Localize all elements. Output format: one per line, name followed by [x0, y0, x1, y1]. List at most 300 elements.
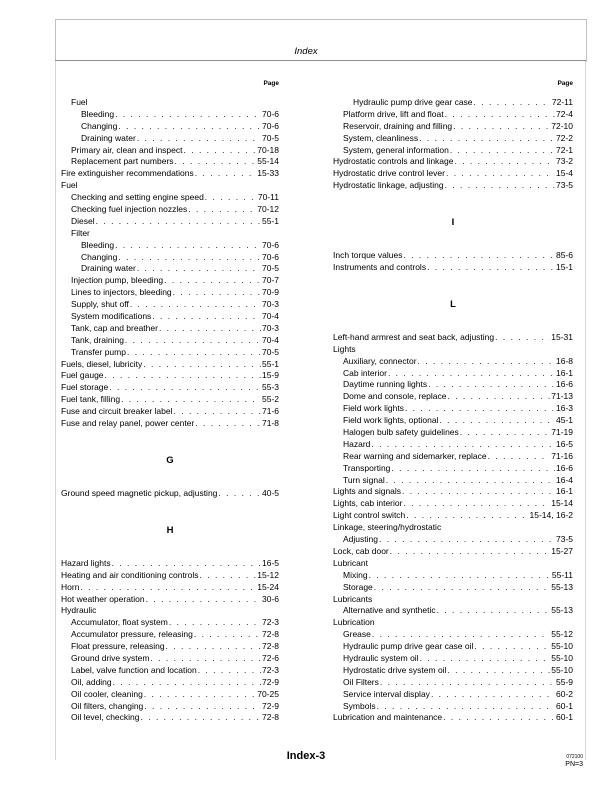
entry-page-ref: 72-8: [261, 629, 279, 640]
entry-label: Oil, adding: [71, 676, 112, 687]
index-entry: [333, 475, 573, 487]
index-entry: [333, 617, 573, 629]
index-entry: [61, 145, 279, 157]
entry-label: Bleeding: [81, 108, 115, 119]
entry-label: Changing: [81, 251, 118, 262]
entry-page-ref: 73-2: [555, 156, 573, 167]
entry-page-ref: 70-9: [261, 287, 279, 298]
entry-label: Lock, cab door: [333, 545, 389, 556]
index-entry: [61, 240, 279, 252]
section-letter-l: L: [450, 298, 456, 310]
entry-label: Hazard: [343, 438, 371, 449]
entry-label: Changing: [81, 120, 118, 131]
dot-leader: [428, 379, 555, 391]
index-entry: [61, 558, 279, 570]
entry-label: Oil filters, changing: [71, 700, 144, 711]
entry-page-ref: 71-19: [551, 427, 573, 438]
entry-page-ref: 72-9: [261, 676, 279, 687]
entry-page-ref: 40-5: [261, 487, 279, 498]
entry-page-ref: 16-5: [261, 557, 279, 568]
dot-leader: [488, 451, 551, 463]
dot-leader: [144, 701, 261, 713]
index-entry: [61, 275, 279, 287]
dot-leader: [198, 665, 261, 677]
index-entry: [61, 133, 279, 145]
dot-leader: [118, 121, 261, 133]
entry-list: [61, 558, 279, 724]
entry-label: Tank, draining: [71, 334, 124, 345]
dot-leader: [152, 311, 261, 323]
dot-leader: [159, 323, 261, 335]
index-entry: [61, 689, 279, 701]
dot-leader: [446, 168, 555, 180]
index-entry: [61, 311, 279, 323]
index-entry: [333, 629, 573, 641]
dot-leader: [418, 356, 555, 368]
entry-page-ref: 55-10: [551, 641, 573, 652]
dot-leader: [173, 287, 261, 299]
entry-label: Adjusting: [343, 534, 378, 545]
index-entry: [61, 406, 279, 418]
footer-date-code: 072100: [566, 754, 583, 760]
index-entry: [333, 168, 573, 180]
entry-page-ref: 15-1: [555, 262, 573, 273]
entry-page-ref: 70-5: [261, 263, 279, 274]
dot-leader: [420, 653, 551, 665]
index-entry: [61, 168, 279, 180]
dot-leader: [118, 252, 261, 264]
entry-page-ref: 72-8: [261, 641, 279, 652]
entry-page-ref: 16-1: [555, 367, 573, 378]
entry-page-ref: 73-5: [555, 180, 573, 191]
index-entry: [61, 204, 279, 216]
entry-label: Supply, shut off: [71, 299, 129, 310]
index-entry: [333, 415, 573, 427]
entry-label: System modifications: [71, 311, 152, 322]
dot-leader: [374, 582, 550, 594]
entry-page-ref: 71-13: [551, 391, 573, 402]
entry-label: Oil Filters: [343, 676, 379, 687]
index-entry: [333, 689, 573, 701]
index-entry: [61, 488, 279, 500]
index-entry: [333, 653, 573, 665]
dot-leader: [474, 641, 550, 653]
dot-leader: [403, 250, 555, 262]
entry-label: Fuel: [71, 97, 88, 107]
entry-page-ref: 70-6: [261, 239, 279, 250]
dot-leader: [450, 145, 555, 157]
entry-page-ref: 70-3: [261, 299, 279, 310]
entry-page-ref: 15-4: [555, 168, 573, 179]
section-gap: [333, 311, 573, 332]
entry-page-ref: 15-12: [257, 569, 279, 580]
index-entry: [61, 394, 279, 406]
entry-label: Draining water: [81, 263, 136, 274]
dot-leader: [495, 332, 550, 344]
index-entry: [61, 228, 279, 240]
dot-leader: [125, 335, 261, 347]
index-entry: [61, 299, 279, 311]
index-entry: [61, 287, 279, 299]
index-entry: [61, 712, 279, 724]
entry-label: Replacement part numbers: [71, 156, 174, 167]
dot-leader: [105, 370, 261, 382]
entry-label: Fuels, diesel, lubricity: [61, 358, 143, 369]
page-frame-right: [585, 61, 586, 760]
dot-leader: [431, 689, 555, 701]
entry-page-ref: 70-5: [261, 346, 279, 357]
index-entry: [333, 570, 573, 582]
index-entry: [333, 344, 573, 356]
entry-page-ref: 72-11: [551, 97, 573, 107]
entry-page-ref: 15-24: [257, 581, 279, 592]
index-entry: [333, 463, 573, 475]
entry-label: Fuel storage: [61, 382, 109, 393]
entry-page-ref: 72-9: [261, 700, 279, 711]
entry-page-ref: 55-13: [551, 605, 573, 616]
dot-leader: [443, 712, 555, 724]
entry-page-ref: 55-10: [551, 652, 573, 663]
index-entry: [61, 263, 279, 275]
index-entry: [333, 701, 573, 713]
entry-page-ref: 70-6: [261, 251, 279, 262]
entry-page-ref: 55-14: [257, 156, 279, 167]
entry-label: Ground speed magnetic pickup, adjusting: [61, 487, 218, 498]
entry-label: Primary air, clean and inspect: [71, 144, 183, 155]
dot-leader: [377, 701, 555, 713]
entry-page-ref: 60-1: [555, 712, 573, 723]
entry-label: Reservoir, draining and filling: [343, 120, 453, 131]
entry-list: [333, 97, 573, 192]
index-entry: [61, 641, 279, 653]
entry-label: Diesel: [71, 215, 95, 226]
dot-leader: [403, 498, 550, 510]
entry-page-ref: 70-12: [257, 204, 279, 215]
entry-label: Fuse and circuit breaker label: [61, 406, 173, 417]
entry-label: Hydraulic pump drive gear case oil: [343, 641, 474, 652]
section-letter-i: I: [451, 217, 455, 229]
page-frame-left: [55, 61, 56, 760]
entry-label: System, general information: [343, 144, 449, 155]
entry-page-ref: 72-10: [551, 120, 573, 131]
dot-leader: [200, 570, 257, 582]
entry-page-ref: 15-27: [551, 545, 573, 556]
index-entry: [333, 665, 573, 677]
dot-leader: [137, 133, 261, 145]
entry-label: Accumulator, float system: [71, 617, 168, 628]
entry-label: Inch torque values: [333, 250, 403, 261]
dot-leader: [113, 677, 261, 689]
entry-list: [333, 332, 573, 724]
dot-leader: [391, 463, 555, 475]
entry-page-ref: 71-16: [551, 450, 573, 461]
entry-label: Filter: [71, 227, 90, 238]
entry-label: Storage: [343, 581, 373, 592]
page-column-header: Page: [557, 80, 573, 87]
index-entry: [61, 121, 279, 133]
entry-page-ref: 73-5: [555, 534, 573, 545]
entry-label: Fire extinguisher recommendations: [61, 168, 194, 179]
entry-page-ref: 72-4: [555, 108, 573, 119]
entry-label: Instruments and controls: [333, 262, 427, 273]
entry-label: Hydraulic: [61, 605, 97, 616]
index-entry: [61, 617, 279, 629]
entry-label: Horn: [61, 581, 80, 592]
entry-page-ref: 15-33: [257, 168, 279, 179]
dot-leader: [146, 594, 261, 606]
index-entry: [333, 356, 573, 368]
dot-leader: [380, 677, 555, 689]
index-entry: [333, 262, 573, 274]
entry-page-ref: 55-1: [261, 358, 279, 369]
dot-leader: [115, 240, 261, 252]
entry-label: Fuel: [61, 180, 78, 191]
index-entry: [61, 570, 279, 582]
entry-page-ref: 72-3: [261, 617, 279, 628]
entry-label: Hydrostatic drive control lever: [333, 168, 445, 179]
index-entry: [333, 534, 573, 546]
index-entry: [333, 594, 573, 606]
entry-label: Service interval display: [343, 688, 430, 699]
dot-leader: [109, 382, 261, 394]
index-entry: [61, 665, 279, 677]
entry-label: Fuse and relay panel, power center: [61, 418, 195, 429]
entry-page-ref: 15-14: [551, 498, 573, 509]
dot-leader: [453, 121, 550, 133]
entry-page-ref: 55-12: [551, 629, 573, 640]
dot-leader: [195, 418, 261, 430]
footer-page-title: Index-3: [286, 750, 326, 762]
entry-label: Symbols: [343, 700, 376, 711]
dot-leader: [402, 486, 555, 498]
index-entry: [61, 109, 279, 121]
entry-page-ref: 16-8: [555, 355, 573, 366]
index-entry: [333, 605, 573, 617]
entry-label: Rear warning and sidemarker, replace: [343, 450, 487, 461]
dot-leader: [405, 403, 555, 415]
index-entry: [61, 382, 279, 394]
dot-leader: [166, 641, 261, 653]
dot-leader: [474, 97, 551, 109]
dot-leader: [137, 263, 261, 275]
entry-page-ref: 70-6: [261, 108, 279, 119]
entry-label: Accumulator pressure, releasing: [71, 629, 193, 640]
entry-label: Fuel gauge: [61, 370, 104, 381]
index-entry: [61, 582, 279, 594]
section-letter-g: G: [166, 454, 174, 466]
entry-page-ref: 71-6: [261, 406, 279, 417]
entry-label: Lights and signals: [333, 486, 402, 497]
dot-leader: [188, 204, 256, 216]
entry-page-ref: 72-6: [261, 652, 279, 663]
index-entry: [333, 558, 573, 570]
entry-label: Platform drive, lift and float: [343, 108, 444, 119]
entry-page-ref: 30-6: [261, 593, 279, 604]
section-letter-h: H: [166, 524, 174, 536]
index-entry: [61, 418, 279, 430]
index-entry: [61, 605, 279, 617]
entry-page-ref: 45-1: [555, 415, 573, 426]
dot-leader: [174, 406, 261, 418]
dot-leader: [437, 605, 551, 617]
entry-label: Checking fuel injection nozzles: [71, 204, 188, 215]
entry-label: Grease: [343, 629, 371, 640]
entry-page-ref: 70-25: [257, 688, 279, 699]
index-entry: [61, 370, 279, 382]
dot-leader: [121, 394, 261, 406]
dot-leader: [372, 629, 550, 641]
dot-leader: [144, 689, 256, 701]
entry-page-ref: 71-8: [261, 418, 279, 429]
section-gap: [61, 430, 279, 455]
index-entry: [61, 180, 279, 192]
dot-leader: [454, 156, 555, 168]
entry-page-ref: 70-5: [261, 132, 279, 143]
entry-page-ref: 55-1: [261, 215, 279, 226]
dot-leader: [150, 653, 261, 665]
page-column-header: Page: [263, 80, 279, 87]
dot-leader: [419, 133, 555, 145]
index-entry: [333, 391, 573, 403]
dot-leader: [218, 488, 261, 500]
entry-label: Tank, cap and breather: [71, 322, 158, 333]
index-entry: [61, 252, 279, 264]
dot-leader: [439, 415, 555, 427]
header-rule: [55, 60, 586, 61]
index-entry: [333, 546, 573, 558]
entry-label: Injection pump, bleeding: [71, 275, 164, 286]
entry-page-ref: 55-3: [261, 382, 279, 393]
entry-label: Hot weather operation: [61, 593, 145, 604]
entry-page-ref: 15-31: [551, 331, 573, 342]
dot-leader: [130, 299, 261, 311]
entry-label: Left-hand armrest and seat back, adjusting: [333, 331, 495, 342]
entry-label: Mixing: [343, 569, 368, 580]
dot-leader: [175, 156, 257, 168]
index-entry: [333, 109, 573, 121]
entry-page-ref: 16-6: [555, 379, 573, 390]
entry-label: Draining water: [81, 132, 136, 143]
entry-label: Bleeding: [81, 239, 115, 250]
index-entry: [61, 677, 279, 689]
index-entry: [333, 97, 573, 109]
index-entry: [333, 156, 573, 168]
section-gap: [61, 537, 279, 558]
entry-page-ref: 60-2: [555, 688, 573, 699]
entry-label: Lights, cab interior: [333, 498, 403, 509]
entry-page-ref: 72-1: [555, 144, 573, 155]
dot-leader: [143, 359, 261, 371]
dot-leader: [127, 347, 261, 359]
entry-page-ref: 16-3: [555, 403, 573, 414]
index-entry: [333, 379, 573, 391]
index-entry: [333, 677, 573, 689]
entry-page-ref: 55-9: [555, 676, 573, 687]
index-entry: [61, 653, 279, 665]
index-entry: [61, 97, 279, 109]
entry-label: Hydrostatic drive system oil: [343, 664, 447, 675]
entry-page-ref: 72-2: [555, 132, 573, 143]
entry-list: [333, 250, 573, 274]
entry-label: Float pressure, releasing: [71, 641, 165, 652]
index-entry: [61, 192, 279, 204]
entry-page-ref: 15-14, 16-2: [529, 510, 573, 521]
dot-leader: [194, 629, 261, 641]
dot-leader: [388, 368, 555, 380]
index-entry: [61, 347, 279, 359]
entry-page-ref: 55-13: [551, 581, 573, 592]
entry-label: Halogen bulb safety guidelines: [343, 427, 459, 438]
entry-page-ref: 70-3: [261, 322, 279, 333]
entry-label: Transfer pump: [71, 346, 126, 357]
entry-label: Light control switch: [333, 510, 406, 521]
entry-page-ref: 16-1: [555, 486, 573, 497]
entry-page-ref: 70-4: [261, 311, 279, 322]
entry-list: [61, 488, 279, 500]
section-gap: [333, 229, 573, 250]
entry-page-ref: 16-6: [555, 462, 573, 473]
dot-leader: [96, 216, 261, 228]
entry-page-ref: 55-10: [551, 664, 573, 675]
dot-leader: [371, 439, 555, 451]
dot-leader: [115, 109, 261, 121]
index-entry: [333, 486, 573, 498]
entry-label: Hydraulic system oil: [343, 652, 419, 663]
dot-leader: [195, 168, 256, 180]
index-entry: [61, 594, 279, 606]
dot-leader: [406, 510, 528, 522]
entry-label: Linkage, steering/hydrostatic: [333, 522, 442, 533]
entry-page-ref: 70-7: [261, 275, 279, 286]
entry-label: Cab interior: [343, 367, 387, 378]
dot-leader: [447, 665, 550, 677]
entry-page-ref: 70-11: [257, 192, 279, 203]
index-entry: [333, 180, 573, 192]
index-entry: [333, 133, 573, 145]
entry-label: Hydrostatic linkage, adjusting: [333, 180, 444, 191]
index-entry: [61, 629, 279, 641]
entry-label: Alternative and synthetic: [343, 605, 436, 616]
entry-label: Auxiliary, connector: [343, 355, 417, 366]
index-entry: [333, 332, 573, 344]
entry-label: Turn signal: [343, 474, 385, 485]
entry-label: Hydraulic pump drive gear case: [353, 97, 473, 107]
entry-label: Dome and console, replace: [343, 391, 447, 402]
index-entry: [61, 359, 279, 371]
section-gap: [61, 467, 279, 488]
entry-label: Hazard lights: [61, 557, 111, 568]
index-entry: [61, 156, 279, 168]
index-entry: [333, 403, 573, 415]
entry-label: Fuel tank, filling: [61, 394, 121, 405]
dot-leader: [80, 582, 256, 594]
dot-leader: [386, 475, 555, 487]
entry-label: Oil level, checking: [71, 712, 140, 723]
entry-label: Lubrication: [333, 617, 375, 628]
dot-leader: [447, 391, 550, 403]
index-entry: [333, 439, 573, 451]
entry-label: Oil cooler, cleaning: [71, 688, 143, 699]
entry-label: Field work lights: [343, 403, 404, 414]
entry-label: Ground drive system: [71, 652, 150, 663]
entry-label: Lines to injectors, bleeding: [71, 287, 172, 298]
entry-page-ref: 70-4: [261, 334, 279, 345]
entry-page-ref: 16-5: [555, 438, 573, 449]
section-gap: [61, 500, 279, 525]
section-gap: [333, 274, 573, 299]
dot-leader: [141, 712, 261, 724]
entry-page-ref: 70-6: [261, 120, 279, 131]
